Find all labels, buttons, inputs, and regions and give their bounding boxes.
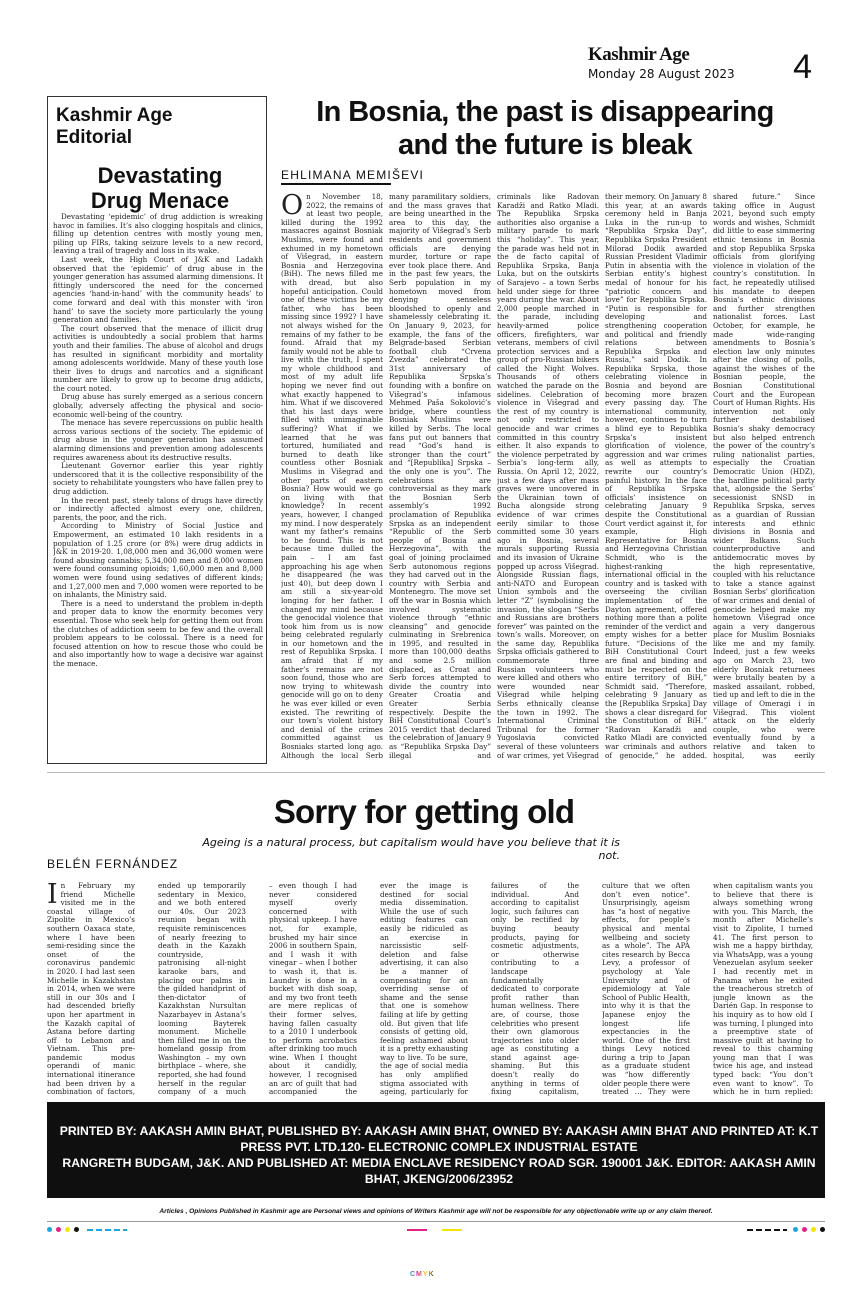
article2-column-6	[602, 882, 690, 1097]
editorial-body	[53, 213, 263, 761]
article2-column-text: culture that we often don’t even notice”. Unsurprisingly, ageism has “a host of negative effects, for people’s physical and mental wellbeing and society as a whole”. The APA cites research by Becca Levy, a professor of psychology at Yale University and of epidemiology at Yale School of Public Health, into why it is that the Japanese enjoy the longest life expectancies in the world. One of the first things Levy noticed during a trip to Japan as a graduate student was “how differently older people there were treated … They were	[602, 882, 690, 1097]
article2-column-4	[380, 882, 468, 1097]
editorial-paragraph: Lieutenant Governor earlier this year rightly underscored that it is the collective responsibility of the society to rehabilitate youngsters who have fallen prey to drug addiction.	[53, 461, 263, 496]
article1-column-text: shared future.” Since taking office in August 2021, beyond such empty words and wishes, Schmidt did little to ease simmering ethnic tensions in Bosnia and stop Republika Srpska officials from glorifying violence in violation of the country’s constitution. In fact, he repeatedly utilised his mandate to deepen Bosnia’s ethnic divisions and further strengthen nationalist forces. Last October, for example, he made wide-ranging amendments to Bosnia’s election law only minutes after the closing of polls, against the wishes of the Bosnian people, the Bosnian Constitutional Court and the European Court of Human Rights. His intervention not only further destabilised Bosnia’s shaky democracy but also helped entrench the power of the country’s ruling nationalist parties, especially the Croatian Democratic Union (HDZ), the hardline political party that, alongside the Serbs’ secessionist SNSD in Republika Srpska, serves as a guardian of Russian interests and ethnic divisions in Bosnia and wider Balkans. Such counterproductive and antidemocratic moves by the high representative, coupled with his reluctance to take a stance against Bosnian Serbs’ glorification of war crimes and denial of genocide helped make my hometown Višegrad once again a very dangerous place for Muslim Bosniaks like me and my family. Indeed, just a few weeks ago on March 23, two elderly Bosniak returnees were brutally beaten by a masked assailant, robbed, tied up and left to die in the village of Omeragi i in Višegrad. This violent attack on the elderly couple, who were eventually found by a relative and taken to hospital, was eerily	[713, 193, 815, 760]
article1-column-2	[389, 193, 491, 760]
section-divider	[47, 772, 825, 773]
article2-column-text: ended up temporarily sedentary in Mexico, and we both entered our 40s. Our 2023 reunion began with requisite reminiscences of nearly freezing to death in the Kazakh countryside, patronising all-night karaoke bars, and placing our palms in the gilded handprint of then-dictator of Kazakhstan Nursultan Nazarbayev in Astana’s looming Bayterek monument. Michelle then filled me in on the homeland gossip from Washington – my own birthplace – where, she reported, she had found herself in the regular company of a much	[158, 882, 246, 1097]
reg-dash-icon	[442, 1229, 462, 1231]
reg-dash-icon	[407, 1229, 427, 1231]
editorial-paragraph: The menace has severe repercussions on public health across various sections of the society. The epidemic of drug abuse in the younger generation has assumed alarming dimensions and prevention among adolescents requires awareness about its destructive results.	[53, 418, 263, 462]
article1-column-text: criminals like Radovan Karadži and Ratko Mladi. The Republika Srpska authorities also organise a military parade to mark this “holiday”. This year, the parade was held not in the de facto capital of Republika Srpska, Banja Luka, but on the outskirts of Sarajevo – a town Serbs held under siege for three years during the war. About 2,000 people marched in the parade, including heavily-armed police officers, firefighters, war veterans, members of civil protection services and a group of pro-Russian bikers called the Night Wolves. Thousands of others watched the parade on the sidelines. Celebration of violence in Višegrad and the rest of my country is not only restricted to genocide and war crimes committed in this country either. It also expands to the violence perpetrated by Serbia’s long-term ally, Russia. On April 12, 2022, just a few days after mass graves were uncovered in the Ukrainian town of Bucha alongside strong evidence of war crimes eerily similar to those committed some 30 years ago in Bosnia, several murals supporting Russia and its invasion of Ukraine popped up across Višegrad. Alongside Russian flags, anti-NATO and European Union symbols and the letter “Z” (symbolising the invasion, the slogan “Serbs and Russians are brothers forever” was painted on the town’s walls. Moreover, on the same day, Republika Srpska officials gathered to commemorate three Russian volunteers who were killed and others who were wounded near Višegrad while helping Serbs ethnically cleanse the town in 1992. The International Criminal Tribunal for the former Yugoslavia convicted several of these volunteers of war crimes, yet Višegrad	[497, 193, 599, 760]
dropcap: I	[47, 882, 58, 910]
editorial-paragraph: According to Ministry of Social Justice and Empowerment, an estimated 10 lakh residents in a population of 1.25 crore (or 8%) were drug addicts in J&K in 2019-20. 1,08,000 men and 36,000 women were found abusing cannabis; 5,34,000 men and 8,000 women were found consuming opioids; 1,60,000 men and 8,000 women were found using sedatives of different kinds; and 1,27,000 men and 7,000 women were reported to be on inhalants, the Ministry said.	[53, 521, 263, 600]
masthead	[588, 45, 838, 85]
reg-dot-icon	[811, 1227, 816, 1232]
masthead-logo: Kashmir Age	[588, 44, 690, 65]
article2-column-7	[713, 882, 813, 1097]
reg-dot-icon	[793, 1227, 798, 1232]
imprint-bar	[47, 1102, 825, 1198]
issue-date: Monday 28 August 2023	[588, 67, 735, 81]
article1-column-4	[605, 193, 707, 760]
editorial-paragraph: The court observed that the menace of illicit drug activities is undoubtedly a social problem that harms youth and their families. The abuse of alcohol and drugs has resulted in significant morbidity and mortality among adolescents worldwide. Many of these youth lose their lives to drugs and narcotics and a significant number are likely to grow up to become drug addicts, the court noted.	[53, 323, 263, 393]
registration-marks	[47, 1227, 825, 1235]
reg-dot-icon	[47, 1227, 52, 1232]
editorial-paragraph: Drug abuse has surely emerged as a serious concern globally, adversely affecting the physical and socio-economic well-being of the country.	[53, 392, 263, 419]
editorial-title: Devastating Drug Menace	[90, 163, 230, 213]
imprint-text	[59, 1123, 819, 1187]
article2-column-2	[158, 882, 246, 1097]
article1-byline: EHLIMANA MEMIŠEVI	[281, 168, 425, 182]
article1-column-text: n November 18, 2022, the remains of at least two people, killed during the 1992 massacres against Bosniak Muslims, were found and exhumed in my hometown of Višegrad, in eastern Bosnia and Herzegovina (BiH). The news filled me with dread, but also hopeful anticipation. Could one of these victims be my father, who has been missing since 1992? I have not always wished for the remains of my father to be found. Afraid that my family would not be able to live with the truth, I spent my whole childhood and most of my adult life hoping we never find out what exactly happened to him. What if we discovered that his last days were filled with unimaginable suffering? What if we learned that he was tortured, humiliated and burned to death like countless other Bosniak Muslims in Višegrad and other parts of eastern Bosnia? How would we go on living with that knowledge? In recent years, however, I changed my mind. I now desperately want my father’s remains to be found. This is not because time dulled the pain – I am fast approaching his age when he disappeared (he was just 40), but deep down I am still a six-year-old longing for her father. I changed my mind because the genocidal violence that took him from us is now being celebrated regularly in our hometown and the rest of Republika Srpska. I am afraid that if my father’s remains are not soon found, those who are now trying to whitewash genocide will go on to deny he was ever killed or even existed. The rewriting of our town’s violent history and denial of the crimes committed against us Bosniaks started long ago. Although the local Serb	[281, 193, 383, 760]
article2-column-3	[269, 882, 357, 1097]
article1-column-text: many paramilitary soldiers, and the mass graves that are being unearthed in the area to this day, the majority of Višegrad’s Serb residents and government officials are denying murder, torture or rape ever took place there. And in the past few years, the Serb population in my hometown moved from denying senseless bloodshed to openly and shamelessly celebrating it. On January 9, 2023, for example, the fans of the Belgrade-based Serbian football club “Crvena Zvezda” celebrated the 31st anniversary of Republika Srpska’s founding with a bonfire on Višegrad’s infamous Mehmed Paša Sokolović’s bridge, where countless Bosniak Muslims were killed by Serbs. The local fans put out banners that read “God’s hand is stronger than the court” and “[Republika] Srpska – the only one is you”. The celebrations are controversial as they mark the Bosnian Serb assembly’s 1992 proclamation of Republika Srpska as an independent “Republic of the Serb people of Bosnia and Herzegovina”, with the goal of joining proclaimed Serb autonomous regions they had carved out in the country with Serbia and Montenegro. The move set off the war in Bosnia which involved systematic violence through “ethnic cleansing” and genocide culminating in Srebrenica in 1995, and resulted in more than 100,000 deaths and some 2.5 million displaced, as Croat and Serb forces attempted to divide the country into Greater Croatia and Greater Serbia respectively. Despite the BiH Constitutional Court’s 2015 verdict that declared the celebration of January 9 as “Republika Srpska Day” illegal and	[389, 193, 491, 760]
imprint-line: PRINTED BY: AAKASH AMIN BHAT, PUBLISHED BY: AAKASH AMIN BHAT, OWNED BY: AAKASH AMIN BHAT AND PRINTED AT: K.T PRESS PVT. LTD.120- ELECTRONIC COMPLEX INDUSTRIAL ESTATE	[59, 1124, 819, 1154]
reg-dot-icon	[56, 1227, 61, 1232]
cmyk-mark	[410, 1271, 435, 1278]
article1-column-3	[497, 193, 599, 760]
reg-dot-icon	[65, 1227, 70, 1232]
editorial-paragraph: In the recent past, steely talons of drugs have directly or indirectly affected almost every one, children, parents, the poor, and the rich.	[53, 495, 263, 522]
footer-rule	[47, 1221, 825, 1222]
article1-headline: In Bosnia, the past is disappearing and the future is bleak	[316, 96, 774, 161]
reg-dot-icon	[802, 1227, 807, 1232]
article2-column-text: n February my friend Michelle visited me in the coastal village of Zipolite in Mexico’s southern Oaxaca state, where I have been semi-residing since the onset of the coronavirus pandemic in 2020. I had last seen Michelle in Kazakhstan in 2014, when we were still in our 30s and I had descended briefly upon her apartment in the Kazakh capital of Astana before darting off to Lebanon and Vietnam. This pre-pandemic modus operandi of manic international itinerance had been driven by a combination of factors,	[47, 882, 135, 1097]
article2-column-1	[47, 882, 135, 1097]
imprint-line: RANGRETH BUDGAM, J&K. AND PUBLISHED AT: MEDIA ENCLAVE RESIDENCY ROAD SGR. 190001 J&K. EDITOR: AAKASH AMIN BHAT, JKENG/2006/23952	[62, 1156, 816, 1186]
editorial-paragraph: Last week, the High Court of J&K and Ladakh observed that the ‘epidemic’ of drug abuse in the younger generation has assumed alarming dimensions. It fittingly underscored the need for the concerned agencies ‘hand-in-hand’ with the community heads’ to come forward and deal with this monster with ‘iron hand’ to save the society more particularly the young generation and families.	[53, 254, 263, 325]
article2-byline: BELÉN FERNÁNDEZ	[47, 857, 179, 871]
page-number: 4	[793, 48, 812, 86]
dropcap: O	[281, 193, 304, 221]
disclaimer: Articles , Opinions Published in Kashmir age are Personal views and opinions of Writers Kashmir age will not be responsible for any objectionable write up or any claim thereof.	[159, 1208, 713, 1215]
reg-dash-icon	[747, 1229, 787, 1231]
article1-column-1	[281, 193, 383, 760]
article2-column-text: failures of the individual. And according to capitalist logic, such failures can only be rectified by buying beauty products, paying for cosmetic adjustments, or otherwise contributing to a landscape fundamentally dedicated to corporate profit rather than human wellness. There are, of course, those celebrities who present their own glamorous trajectories into older age as constituting a stand against age-shaming. But this doesn’t really do anything in terms of fixing capitalism,	[491, 882, 579, 1097]
article2-column-text: ever the image is destined for social media dissemination. While the use of such editing features can easily be ridiculed as an exercise in narcissistic self-deletion and false advertising, it can also be a manner of compensating for an overriding sense of shame and the sense that one is somehow failing at life by getting old. But given that life consists of getting old, feeling ashamed about it is a pretty exhausting way to live. To be sure, the age of social media has only amplified stigma associated with ageing, particularly for	[380, 882, 468, 1097]
editorial-heading: Kashmir Age Editorial	[56, 105, 173, 148]
article2-subheadline: Ageing is a natural process, but capitalism would have you believe that it is not.	[202, 836, 620, 862]
article2-column-text: – even though I had never considered myself overly concerned with physical upkeep. I have not, for example, brushed my hair since 2006 in southern Spain, and I wash it with vinegar – when I bother to wash it, that is. Laundry is done in a bucket with dish soap, and my two front teeth are mere replicas of their former selves, having fallen casualty to a 2010 I underbook to perform acrobatics after drinking too much wine. When I thought about it candidly, however, I recognised an arc of guilt that had accompanied the	[269, 882, 357, 1097]
article2-column-text: when capitalism wants you to believe that there is always something wrong with you. This March, the month after Michelle’s visit to Zipolite, I turned 41. The first person to wish me a happy birthday, via WhatsApp, was a young Venezuelan asylum seeker I had recently met in Panama when he exited the treacherous stretch of jungle known as the Darién Gap. In response to his inquiry as to how old I was turning, I plunged into a preemptive state of massive guilt at having to reveal to this charming young man that I was twice his age, and instead typed back: “You don’t even want to know”. To which he in turn replied:	[713, 882, 813, 1097]
article2-headline: Sorry for getting old	[273, 793, 575, 830]
reg-dot-icon	[74, 1227, 79, 1232]
editorial-paragraph: There is a need to understand the problem in-depth and proper data to know the enormity becomes very essential. Those who seek help for getting them out from the clutches of addiction seem to be few and the overall problem appears to be colossal. There is a need for focused attention on how to rescue those who could be and also importantly how to wage a decisive war against the menace.	[53, 598, 263, 668]
article1-column-text: their memory. On January 8 this year, at an awards ceremony held in Banja Luka in the run-up to “Republika Srpska Day”, Republika Srpska President Milorad Dodik awarded Russian President Vladimir Putin in absentia with the Serbian entity’s highest medal of honour for his “patriotic concern and love” for Republika Srpska. “Putin is responsible for developing and strengthening cooperation and political and friendly relations between Republika Srpska and Russia,” said Dodik. In Republika Srpska, those celebrating violence in Bosnia and beyond are becoming more brazen every passing day. The international community, however, continues to turn a blind eye to Republika Srpska’s insistent glorification of violence, aggression and war crimes as well as attempts to rewrite our country’s painful history. In the face of Republika Srpska officials’ insistence on celebrating January 9 despite the Constitutional Court verdict against it, for example, High Representative for Bosnia and Herzegovina Christian Schmidt, who is the highest-ranking international official in the country and is tasked with overseeing the civilian implementation of the Dayton agreement, offered nothing more than a polite reminder of the verdict and empty wishes for a better future. “Decisions of the BiH Constitutional Court are final and binding and must be respected on the entire territory of BiH,” Schmidt said. “Therefore, celebrating 9 January as the [Republika Srpska] Day shows a clear disregard for the Constitution of BiH.” “Radovan Karadži and Ratko Mladi are convicted war criminals and authors of genocide,” he added.	[605, 193, 707, 760]
editorial-paragraph: Devastating ‘epidemic’ of drug addiction is wreaking havoc in families. It’s also clogging hospitals and clinics, filling up detention centres with mostly young men, piling up FIRs, taking seizure levels to a new record, leaving a trail of tragedy and loss in its wake.	[53, 213, 263, 256]
reg-dash-icon	[87, 1229, 127, 1231]
byline-rule	[281, 183, 391, 185]
cmyk-label: CMYK	[410, 1271, 435, 1278]
article1-column-5	[713, 193, 815, 760]
article2-column-5	[491, 882, 579, 1097]
reg-dot-icon	[820, 1227, 825, 1232]
